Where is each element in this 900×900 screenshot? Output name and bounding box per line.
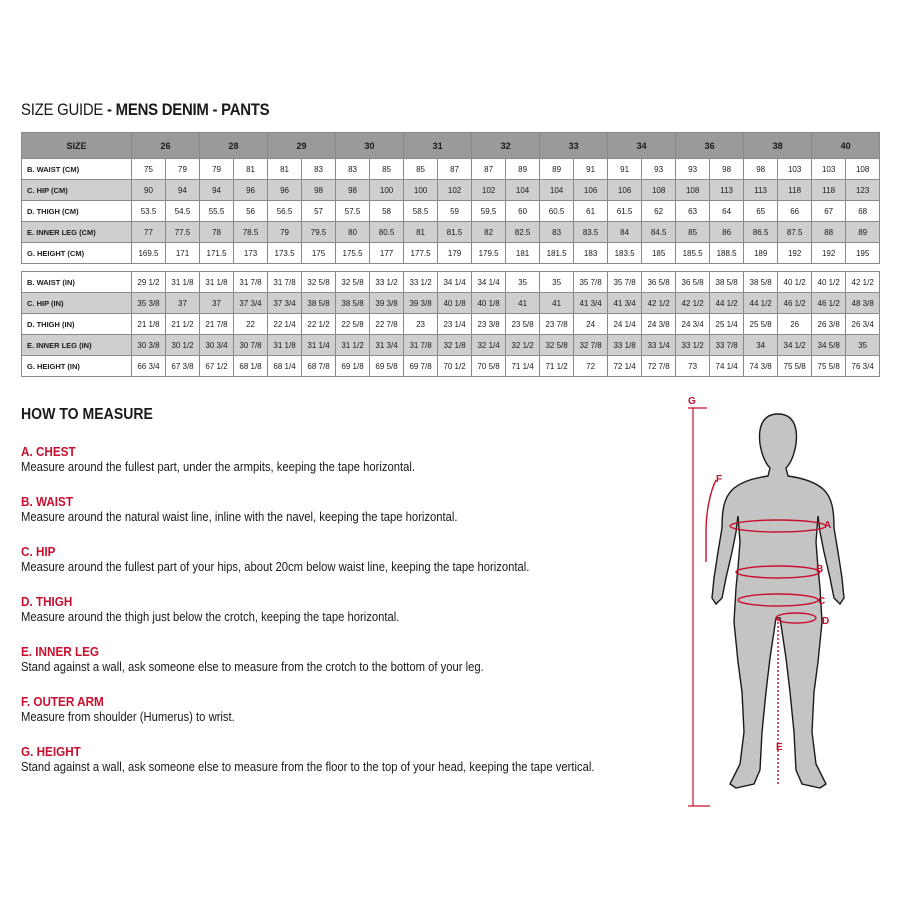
table-row: [22, 159, 880, 180]
table-cell: 31 1/2: [336, 335, 370, 356]
measure-description: Measure around the fullest part, under the armpits, keeping the tape horizontal.: [21, 460, 415, 474]
table-cell: 93: [676, 159, 710, 180]
table-cell: 188.5: [710, 243, 744, 264]
table-cell: 21 1/2: [166, 314, 200, 335]
table-cell: 37: [200, 293, 234, 314]
measure-heading: A. CHEST: [21, 444, 76, 459]
table-cell: 55.5: [200, 201, 234, 222]
table-cell: 94: [200, 180, 234, 201]
table-cell: 23 1/4: [438, 314, 472, 335]
table-cell: 63: [676, 201, 710, 222]
table-cell: 37: [166, 293, 200, 314]
size-header-cell: 29: [268, 133, 336, 159]
table-cell: 118: [812, 180, 846, 201]
table-cell: 80: [336, 222, 370, 243]
table-cell: 42 1/2: [676, 293, 710, 314]
label-c: C: [818, 596, 826, 607]
table-cell: 21 1/8: [132, 314, 166, 335]
table-cell: 185.5: [676, 243, 710, 264]
table-cell: 33 1/2: [404, 272, 438, 293]
table-cell: 179: [438, 243, 472, 264]
table-cell: 102: [472, 180, 506, 201]
table-cell: 108: [846, 159, 880, 180]
table-cell: 23 5/8: [506, 314, 540, 335]
table-cell: 183: [574, 243, 608, 264]
table-cell: 33 1/4: [642, 335, 676, 356]
table-cell: 169.5: [132, 243, 166, 264]
table-cell: 87.5: [778, 222, 812, 243]
table-cell: 39 3/8: [370, 293, 404, 314]
table-cell: 31 7/8: [404, 335, 438, 356]
table-cell: 22 1/4: [268, 314, 302, 335]
table-cell: 56: [234, 201, 268, 222]
table-row: [22, 201, 880, 222]
table-cell: 69 7/8: [404, 356, 438, 377]
table-cell: 41 3/4: [608, 293, 642, 314]
size-header-cell: 38: [744, 133, 812, 159]
table-cell: 106: [608, 180, 642, 201]
table-cell: 68 1/8: [234, 356, 268, 377]
table-cell: 177.5: [404, 243, 438, 264]
size-header-cell: 34: [608, 133, 676, 159]
table-cell: 34: [744, 335, 778, 356]
table-cell: 98: [302, 180, 336, 201]
table-row: [22, 335, 880, 356]
table-cell: 83.5: [574, 222, 608, 243]
table-cell: 67 3/8: [166, 356, 200, 377]
table-cell: 22 1/2: [302, 314, 336, 335]
table-cell: 64: [710, 201, 744, 222]
size-header-row: [22, 133, 880, 159]
table-cell: 40 1/2: [812, 272, 846, 293]
table-cell: 76 3/4: [846, 356, 880, 377]
table-cell: 62: [642, 201, 676, 222]
table-cell: 81: [404, 222, 438, 243]
table-cell: 96: [234, 180, 268, 201]
table-cell: 31 1/4: [302, 335, 336, 356]
table-cell: 89: [540, 159, 574, 180]
table-cell: 72 7/8: [642, 356, 676, 377]
table-cell: 57.5: [336, 201, 370, 222]
table-cell: 173: [234, 243, 268, 264]
table-cell: 26 3/8: [812, 314, 846, 335]
measure-description: Measure around the natural waist line, inline with the navel, keeping the tape horizontal.: [21, 510, 458, 524]
table-cell: 24: [574, 314, 608, 335]
table-row: [22, 243, 880, 264]
measure-description: Measure around the thigh just below the crotch, keeping the tape horizontal.: [21, 610, 400, 624]
table-cell: 69 5/8: [370, 356, 404, 377]
table-cell: 26: [778, 314, 812, 335]
table-cell: 83: [336, 159, 370, 180]
table-cell: 102: [438, 180, 472, 201]
row-label: G. HEIGHT (CM): [22, 243, 132, 264]
table-cell: 90: [132, 180, 166, 201]
row-label: G. HEIGHT (IN): [22, 356, 132, 377]
table-cell: 74 3/8: [744, 356, 778, 377]
table-cell: 89: [506, 159, 540, 180]
table-cell: 31 1/8: [200, 272, 234, 293]
table-cell: 23 3/8: [472, 314, 506, 335]
table-cell: 185: [642, 243, 676, 264]
table-cell: 46 1/2: [812, 293, 846, 314]
table-cell: 30 7/8: [234, 335, 268, 356]
table-row: [22, 356, 880, 377]
table-cell: 31 7/8: [268, 272, 302, 293]
table-cell: 46 1/2: [778, 293, 812, 314]
table-cell: 81: [234, 159, 268, 180]
table-cell: 171: [166, 243, 200, 264]
row-label: C. HIP (IN): [22, 293, 132, 314]
table-cell: 32 1/8: [438, 335, 472, 356]
size-header-cell: 40: [812, 133, 880, 159]
table-cell: 100: [404, 180, 438, 201]
title-bold: - MENS DENIM - PANTS: [107, 100, 270, 119]
label-a: A: [824, 520, 832, 531]
table-cell: 35: [506, 272, 540, 293]
table-cell: 88: [812, 222, 846, 243]
table-cell: 91: [608, 159, 642, 180]
table-cell: 30 3/8: [132, 335, 166, 356]
table-cell: 78.5: [234, 222, 268, 243]
table-cell: 31 3/4: [370, 335, 404, 356]
title-prefix: SIZE GUIDE: [21, 100, 108, 119]
table-cell: 32 5/8: [540, 335, 574, 356]
measure-item: [21, 744, 681, 776]
table-spacer: [22, 264, 880, 272]
measure-item: [21, 444, 681, 476]
body-figure: [680, 392, 880, 812]
table-cell: 25 5/8: [744, 314, 778, 335]
table-cell: 42 1/2: [846, 272, 880, 293]
size-header-cell: 30: [336, 133, 404, 159]
table-cell: 60: [506, 201, 540, 222]
measure-heading: G. HEIGHT: [21, 744, 81, 759]
table-cell: 34 5/8: [812, 335, 846, 356]
label-f: F: [716, 474, 723, 485]
table-cell: 42 1/2: [642, 293, 676, 314]
table-cell: 24 1/4: [608, 314, 642, 335]
table-cell: 79: [200, 159, 234, 180]
table-cell: 59.5: [472, 201, 506, 222]
table-cell: 34 1/2: [778, 335, 812, 356]
table-cell: 89: [846, 222, 880, 243]
table-cell: 34 1/4: [438, 272, 472, 293]
table-cell: 84.5: [642, 222, 676, 243]
measure-item: [21, 544, 681, 576]
table-cell: 70 5/8: [472, 356, 506, 377]
table-cell: 24 3/4: [676, 314, 710, 335]
table-cell: 79: [166, 159, 200, 180]
table-cell: 179.5: [472, 243, 506, 264]
size-header-cell: 32: [472, 133, 540, 159]
table-cell: 31 7/8: [234, 272, 268, 293]
table-cell: 35: [540, 272, 574, 293]
table-spacer-row: [22, 264, 880, 272]
measure-item: [21, 494, 681, 526]
measure-heading: E. INNER LEG: [21, 644, 100, 659]
measure-description: Stand against a wall, ask someone else to measure from the floor to the top of your head, keeping the tape vertical.: [21, 760, 595, 774]
table-cell: 181: [506, 243, 540, 264]
table-cell: 83: [540, 222, 574, 243]
table-cell: 77.5: [166, 222, 200, 243]
label-e: E: [776, 742, 783, 753]
table-cell: 40 1/8: [472, 293, 506, 314]
table-cell: 38 5/8: [336, 293, 370, 314]
label-g: G: [688, 396, 696, 407]
row-label: B. WAIST (CM): [22, 159, 132, 180]
table-cell: 67: [812, 201, 846, 222]
table-cell: 54.5: [166, 201, 200, 222]
table-cell: 104: [506, 180, 540, 201]
measure-item: [21, 644, 681, 676]
table-cell: 181.5: [540, 243, 574, 264]
table-cell: 83: [302, 159, 336, 180]
measure-description: Stand against a wall, ask someone else to measure from the crotch to the bottom of your leg.: [21, 660, 484, 674]
table-cell: 29 1/2: [132, 272, 166, 293]
table-cell: 74 1/4: [710, 356, 744, 377]
table-cell: 23: [404, 314, 438, 335]
row-label: B. WAIST (IN): [22, 272, 132, 293]
size-header-cell: 36: [676, 133, 744, 159]
table-cell: 104: [540, 180, 574, 201]
table-cell: 30 3/4: [200, 335, 234, 356]
table-cell: 41 3/4: [574, 293, 608, 314]
table-cell: 98: [744, 159, 778, 180]
table-cell: 98: [710, 159, 744, 180]
measure-item: [21, 594, 681, 626]
table-cell: 85: [404, 159, 438, 180]
table-cell: 44 1/2: [710, 293, 744, 314]
table-cell: 66 3/4: [132, 356, 166, 377]
table-cell: 66: [778, 201, 812, 222]
table-cell: 68: [846, 201, 880, 222]
table-cell: 32 7/8: [574, 335, 608, 356]
table-cell: 65: [744, 201, 778, 222]
table-cell: 37 3/4: [268, 293, 302, 314]
table-cell: 81.5: [438, 222, 472, 243]
table-cell: 113: [710, 180, 744, 201]
table-cell: 40 1/8: [438, 293, 472, 314]
table-cell: 35: [846, 335, 880, 356]
table-cell: 68 1/4: [268, 356, 302, 377]
table-cell: 53.5: [132, 201, 166, 222]
table-cell: 56.5: [268, 201, 302, 222]
size-header-cell: 26: [132, 133, 200, 159]
table-cell: 171.5: [200, 243, 234, 264]
table-cell: 195: [846, 243, 880, 264]
table-cell: 108: [676, 180, 710, 201]
table-row: [22, 180, 880, 201]
label-d: D: [822, 616, 830, 627]
table-cell: 32 1/4: [472, 335, 506, 356]
size-table-body: [22, 159, 880, 377]
table-cell: 77: [132, 222, 166, 243]
table-cell: 68 7/8: [302, 356, 336, 377]
table-cell: 24 3/8: [642, 314, 676, 335]
measure-description: Measure around the fullest part of your hips, about 20cm below waist line, keeping the tape horizontal.: [21, 560, 530, 574]
table-cell: 103: [778, 159, 812, 180]
table-cell: 84: [608, 222, 642, 243]
measure-heading: F. OUTER ARM: [21, 694, 104, 709]
table-cell: 30 1/2: [166, 335, 200, 356]
table-cell: 25 1/4: [710, 314, 744, 335]
table-cell: 40 1/2: [778, 272, 812, 293]
table-cell: 85: [370, 159, 404, 180]
measure-description: Measure from shoulder (Humerus) to wrist.: [21, 710, 235, 724]
table-cell: 41: [540, 293, 574, 314]
table-cell: 38 5/8: [744, 272, 778, 293]
table-cell: 71 1/2: [540, 356, 574, 377]
table-cell: 96: [268, 180, 302, 201]
size-header-cell: 31: [404, 133, 472, 159]
table-cell: 118: [778, 180, 812, 201]
table-cell: 33 1/2: [370, 272, 404, 293]
table-cell: 69 1/8: [336, 356, 370, 377]
table-cell: 123: [846, 180, 880, 201]
row-label: C. HIP (CM): [22, 180, 132, 201]
table-cell: 75: [132, 159, 166, 180]
size-table: [21, 132, 880, 377]
table-cell: 61.5: [608, 201, 642, 222]
table-cell: 39 3/8: [404, 293, 438, 314]
how-to-measure-title: HOW TO MEASURE: [21, 406, 153, 423]
size-header-cell: 28: [200, 133, 268, 159]
table-cell: 38 5/8: [302, 293, 336, 314]
measure-heading: D. THIGH: [21, 594, 73, 609]
table-cell: 189: [744, 243, 778, 264]
table-cell: 67 1/2: [200, 356, 234, 377]
table-cell: 31 1/8: [166, 272, 200, 293]
table-cell: 36 5/8: [642, 272, 676, 293]
table-cell: 72: [574, 356, 608, 377]
table-cell: 58: [370, 201, 404, 222]
table-cell: 21 7/8: [200, 314, 234, 335]
table-cell: 93: [642, 159, 676, 180]
table-cell: 106: [574, 180, 608, 201]
row-label: E. INNER LEG (CM): [22, 222, 132, 243]
table-cell: 173.5: [268, 243, 302, 264]
table-cell: 86.5: [744, 222, 778, 243]
row-label: D. THIGH (IN): [22, 314, 132, 335]
table-cell: 73: [676, 356, 710, 377]
table-cell: 22: [234, 314, 268, 335]
table-cell: 113: [744, 180, 778, 201]
table-cell: 80.5: [370, 222, 404, 243]
table-cell: 85: [676, 222, 710, 243]
table-row: [22, 272, 880, 293]
table-cell: 35 7/8: [574, 272, 608, 293]
measure-heading: C. HIP: [21, 544, 56, 559]
table-cell: 35 7/8: [608, 272, 642, 293]
table-cell: 32 5/8: [302, 272, 336, 293]
table-cell: 175: [302, 243, 336, 264]
table-cell: 22 5/8: [336, 314, 370, 335]
height-line: [688, 396, 710, 806]
table-cell: 37 3/4: [234, 293, 268, 314]
table-cell: 192: [778, 243, 812, 264]
table-cell: 41: [506, 293, 540, 314]
row-label: E. INNER LEG (IN): [22, 335, 132, 356]
table-cell: 94: [166, 180, 200, 201]
table-cell: 36 5/8: [676, 272, 710, 293]
table-cell: 32 1/2: [506, 335, 540, 356]
measure-item: [21, 694, 681, 726]
table-cell: 75 5/8: [812, 356, 846, 377]
table-cell: 183.5: [608, 243, 642, 264]
table-cell: 91: [574, 159, 608, 180]
table-cell: 58.5: [404, 201, 438, 222]
table-cell: 59: [438, 201, 472, 222]
table-cell: 87: [472, 159, 506, 180]
label-b: B: [816, 564, 824, 575]
table-cell: 33 1/8: [608, 335, 642, 356]
table-cell: 31 1/8: [268, 335, 302, 356]
table-cell: 192: [812, 243, 846, 264]
table-cell: 108: [642, 180, 676, 201]
size-header-label: SIZE: [22, 133, 132, 159]
table-cell: 35 3/8: [132, 293, 166, 314]
measure-heading: B. WAIST: [21, 494, 74, 509]
table-row: [22, 314, 880, 335]
table-cell: 26 3/4: [846, 314, 880, 335]
table-cell: 103: [812, 159, 846, 180]
table-cell: 70 1/2: [438, 356, 472, 377]
table-row: [22, 293, 880, 314]
size-header-cell: 33: [540, 133, 608, 159]
table-cell: 72 1/4: [608, 356, 642, 377]
table-cell: 78: [200, 222, 234, 243]
table-cell: 98: [336, 180, 370, 201]
table-cell: 22 7/8: [370, 314, 404, 335]
table-cell: 44 1/2: [744, 293, 778, 314]
table-cell: 82: [472, 222, 506, 243]
table-cell: 48 3/8: [846, 293, 880, 314]
table-cell: 57: [302, 201, 336, 222]
table-cell: 79: [268, 222, 302, 243]
table-cell: 71 1/4: [506, 356, 540, 377]
table-cell: 34 1/4: [472, 272, 506, 293]
row-label: D. THIGH (CM): [22, 201, 132, 222]
table-cell: 79.5: [302, 222, 336, 243]
table-cell: 23 7/8: [540, 314, 574, 335]
table-cell: 100: [370, 180, 404, 201]
table-cell: 87: [438, 159, 472, 180]
table-cell: 175.5: [336, 243, 370, 264]
table-cell: 177: [370, 243, 404, 264]
table-cell: 33 1/2: [676, 335, 710, 356]
page-title: [21, 100, 269, 120]
table-cell: 61: [574, 201, 608, 222]
table-cell: 38 5/8: [710, 272, 744, 293]
table-cell: 82.5: [506, 222, 540, 243]
table-cell: 86: [710, 222, 744, 243]
table-cell: 32 5/8: [336, 272, 370, 293]
table-cell: 75 5/8: [778, 356, 812, 377]
table-cell: 33 7/8: [710, 335, 744, 356]
table-cell: 60.5: [540, 201, 574, 222]
table-cell: 81: [268, 159, 302, 180]
table-row: [22, 222, 880, 243]
